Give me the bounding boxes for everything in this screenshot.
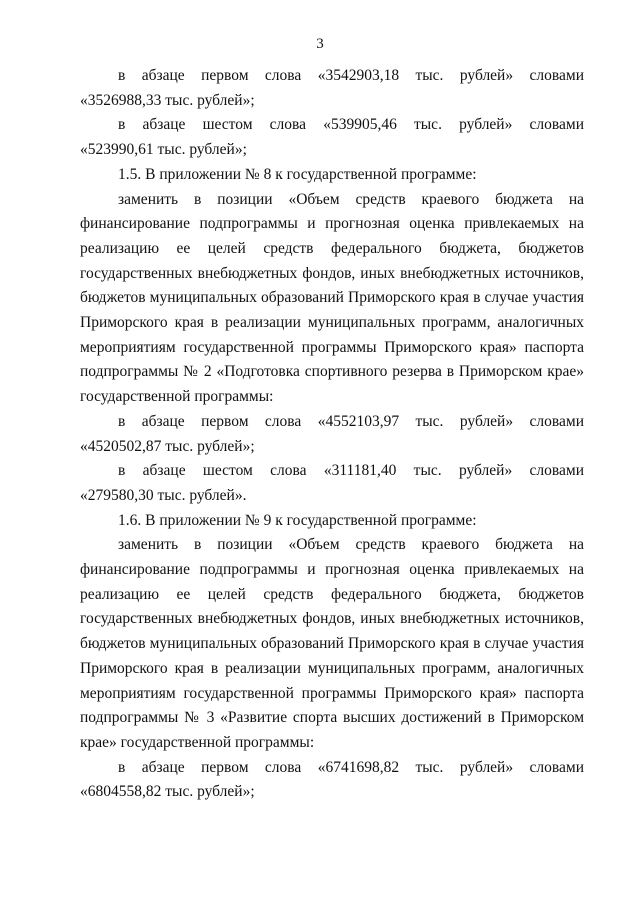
- paragraph-line: «6804558,82 тыс. рублей»;: [80, 783, 255, 801]
- paragraph-line: «3526988,33 тыс. рублей»;: [80, 91, 255, 109]
- page-number: 3: [316, 36, 324, 52]
- document-body: [80, 64, 584, 805]
- paragraph-replace-position: заменить в позиции «Объем средств краевого бюджета на финансирование подпрограммы и прогнозная оценка привлекаемых на реализацию ее целей средств федерального бюджета, бюджетов государственных внебюджетных фондов, иных внебюджетных источников, бюджетов муниципальных образований Приморского края в случае участия Приморского края в реализации муниципальных программ, аналогичных мероприятиям государственной программы Приморского края» паспорта подпрограммы № 2 «Подготовка спортивного резерва в Приморском крае» государственной программы:: [80, 190, 584, 406]
- paragraph-line: в абзаце первом слова «6741698,82 тыс. рублей» словами: [118, 758, 584, 776]
- paragraph-abzac-6-replace: [80, 113, 584, 162]
- paragraph-abzac-1-replace: [80, 64, 584, 113]
- paragraph-line: «279580,30 тыс. рублей».: [80, 486, 247, 504]
- paragraph-line: «523990,61 тыс. рублей»;: [80, 141, 247, 159]
- paragraph-line: в абзаце шестом слова «311181,40 тыс. рублей» словами: [118, 462, 584, 480]
- section-heading-1-6: 1.6. В приложении № 9 к государственной программе:: [118, 511, 477, 529]
- paragraph-replace-position: заменить в позиции «Объем средств краевого бюджета на финансирование подпрограммы и прогнозная оценка привлекаемых на реализацию ее целей средств федерального бюджета, бюджетов государственных внебюджетных фондов, иных внебюджетных источников, бюджетов муниципальных образований Приморского края в случае участия Приморского края в реализации муниципальных программ, аналогичных мероприятиям государственной программы Приморского края» паспорта подпрограммы № 3 «Развитие спорта высших достижений в Приморском крае» государственной программы:: [80, 536, 584, 751]
- paragraph-abzac-6-replace: [80, 459, 584, 508]
- section-heading-1-5: 1.5. В приложении № 8 к государственной программе:: [118, 165, 477, 183]
- paragraph-line: в абзаце шестом слова «539905,46 тыс. рублей» словами: [118, 116, 584, 134]
- paragraph-line: «4520502,87 тыс. рублей»;: [80, 437, 255, 455]
- paragraph-abzac-1-replace: [80, 410, 584, 459]
- paragraph-line: в абзаце первом слова «3542903,18 тыс. рублей» словами: [118, 67, 584, 84]
- paragraph-line: в абзаце первом слова «4552103,97 тыс. рублей» словами: [118, 412, 584, 430]
- paragraph-abzac-1-replace: [80, 756, 584, 805]
